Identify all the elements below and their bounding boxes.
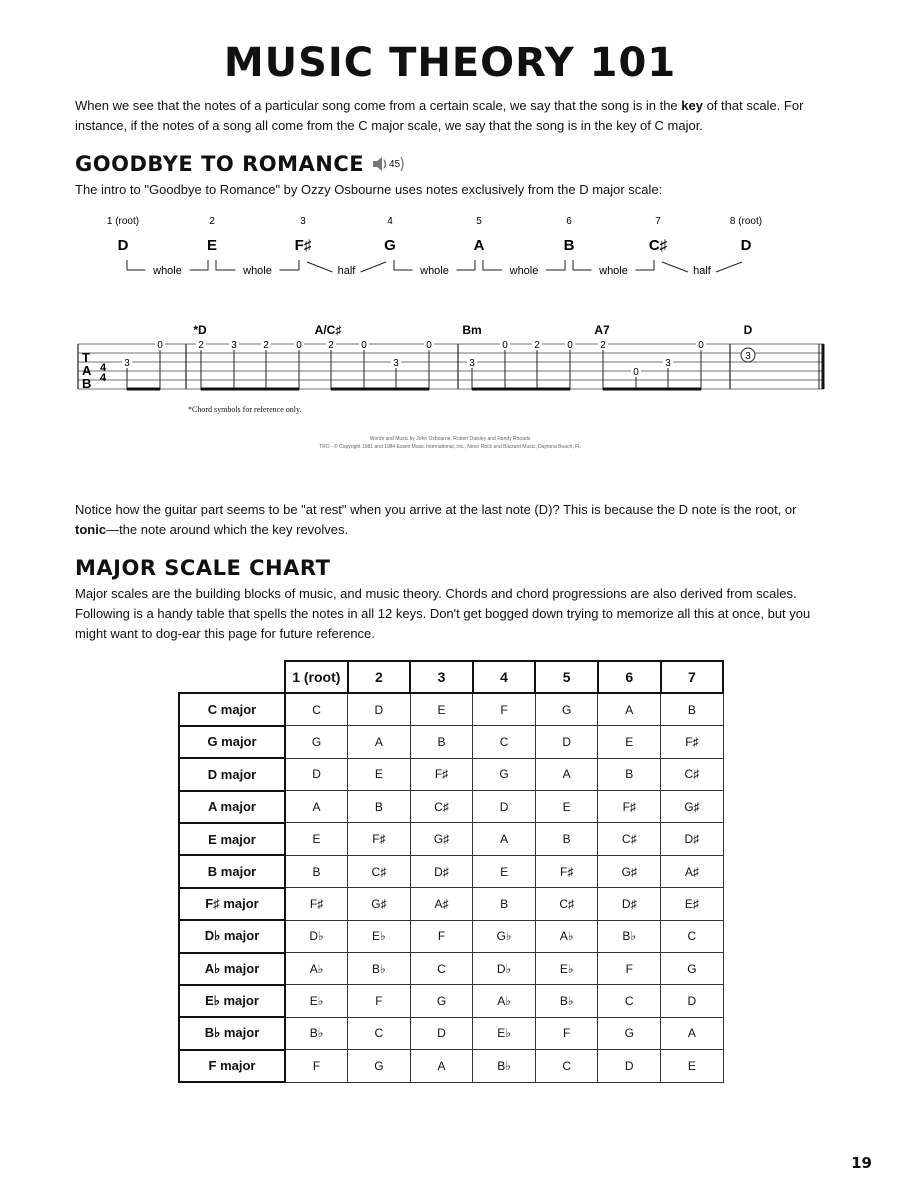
scale-note-cell: F♯ xyxy=(598,791,661,823)
scale-note-cell: E xyxy=(410,693,473,725)
scale-note-cell: G xyxy=(285,726,348,758)
column-header: 4 xyxy=(473,661,536,693)
scale-note-cell: E xyxy=(661,1050,724,1082)
time-signature: 4 xyxy=(100,362,107,374)
tonic-paragraph: Notice how the guitar part seems to be "at rest" when you arrive at the last note (D)? This is because the D note is the root, or tonic—the note around which the key revolves. xyxy=(75,502,797,537)
tab-note: 2 xyxy=(198,340,204,351)
step-label: whole xyxy=(420,265,449,277)
scale-note-cell: G♯ xyxy=(348,888,411,920)
tab-note: 3 xyxy=(124,358,130,369)
step-interval-half xyxy=(662,262,742,277)
table-row xyxy=(179,823,723,855)
scale-degree-label: 5 xyxy=(476,216,482,227)
scale-note-cell: F xyxy=(348,985,411,1017)
scale-note-cell: B xyxy=(410,726,473,758)
chord-symbol: *D xyxy=(193,323,207,337)
row-key-label: E♭ major xyxy=(179,985,285,1017)
scale-note-cell: B♭ xyxy=(535,985,598,1017)
scale-note-cell: C♯ xyxy=(598,823,661,855)
tab-note: 3 xyxy=(665,358,671,369)
row-key-label: A♭ major xyxy=(179,953,285,985)
row-key-label: G major xyxy=(179,726,285,758)
scale-note-cell: G xyxy=(473,758,536,790)
step-label: whole xyxy=(153,265,182,277)
table-row xyxy=(179,985,723,1017)
scale-note-cell: A xyxy=(661,1017,724,1049)
scale-note-cell: D xyxy=(473,791,536,823)
scale-note-cell: B xyxy=(473,888,536,920)
tab-note: 0 xyxy=(157,340,163,351)
scale-note-cell: G♯ xyxy=(598,855,661,887)
column-header: 7 xyxy=(661,661,724,693)
scale-note-cell: G xyxy=(598,1017,661,1049)
scale-note-cell: E♭ xyxy=(285,985,348,1017)
scale-note-cell: F xyxy=(410,920,473,952)
time-signature: 4 xyxy=(100,372,107,384)
scale-degree-label: 7 xyxy=(655,216,661,227)
scale-note-cell: C xyxy=(598,985,661,1017)
row-key-label: A major xyxy=(179,791,285,823)
step-interval-whole xyxy=(573,260,654,277)
tab-note: 2 xyxy=(328,340,334,351)
table-row xyxy=(179,693,723,725)
scale-note-cell: A xyxy=(410,1050,473,1082)
chord-symbol: A/C♯ xyxy=(314,323,342,337)
row-key-label: B major xyxy=(179,855,285,887)
table-row xyxy=(179,953,723,985)
tonic-term: tonic xyxy=(75,522,107,537)
scale-note-cell: F xyxy=(285,1050,348,1082)
scale-note-cell: A xyxy=(535,758,598,790)
scale-note: F♯ xyxy=(294,237,312,254)
column-header: 2 xyxy=(348,661,411,693)
scale-note-cell: F♯ xyxy=(535,855,598,887)
scale-note-cell: D♯ xyxy=(661,823,724,855)
scale-note-cell: D♯ xyxy=(598,888,661,920)
tab-note: 0 xyxy=(361,340,367,351)
scale-note-cell: C♯ xyxy=(348,855,411,887)
scale-note-cell: A xyxy=(598,693,661,725)
scale-degree-label: 8 (root) xyxy=(729,216,763,227)
scale-note-cell: F♯ xyxy=(661,726,724,758)
scale-note-cell: F xyxy=(473,693,536,725)
table-row xyxy=(179,920,723,952)
scale-note-cell: B xyxy=(661,693,724,725)
scale-degree-label: 2 xyxy=(209,216,215,227)
table-row xyxy=(179,855,723,887)
tab-note: 2 xyxy=(263,340,269,351)
scale-note-cell: B♭ xyxy=(285,1017,348,1049)
scale-note-cell: G♯ xyxy=(661,791,724,823)
song-intro-text: The intro to "Goodbye to Romance" by Ozzy Osbourne uses notes exclusively from the D major scale: xyxy=(75,182,663,197)
scale-note-cell: G xyxy=(348,1050,411,1082)
intro-paragraph: When we see that the notes of a particular song come from a certain scale, we say that the song is in the key of that scale. For instance, if the notes of a song all come from the C major scale, we say that the song is in the key of C major. xyxy=(75,98,804,133)
scale-note-cell: C xyxy=(348,1017,411,1049)
scale-note-cell: D♭ xyxy=(473,953,536,985)
tab-note: 0 xyxy=(567,340,573,351)
copyright-notice: TRO - © Copyright 1981 and 1984 Essex Music International, Inc., Neon Rock and Blizzard Music, Daytona Beach, FL xyxy=(319,444,581,450)
tab-clef-letter: A xyxy=(82,363,92,378)
scale-note-cell: A xyxy=(285,791,348,823)
scale-note-cell: C xyxy=(661,920,724,952)
scale-note: G xyxy=(384,237,396,254)
scale-note-cell: E xyxy=(598,726,661,758)
scale-note-cell: D xyxy=(535,726,598,758)
tab-note: 2 xyxy=(534,340,540,351)
table-row xyxy=(179,726,723,758)
column-header: 1 (root) xyxy=(285,661,348,693)
scale-note-cell: A♯ xyxy=(410,888,473,920)
scale-note-cell: G xyxy=(410,985,473,1017)
scale-note-cell: E xyxy=(285,823,348,855)
scale-note-cell: B♭ xyxy=(473,1050,536,1082)
scale-note-cell: C♯ xyxy=(410,791,473,823)
column-header: 5 xyxy=(535,661,598,693)
tab-note: 0 xyxy=(633,367,639,378)
scale-note-cell: F xyxy=(535,1017,598,1049)
scale-note-cell: F♯ xyxy=(285,888,348,920)
scale-note: A xyxy=(473,237,485,254)
scale-note-cell: E♭ xyxy=(348,920,411,952)
scale-note-cell: D xyxy=(661,985,724,1017)
scale-note-cell: C xyxy=(410,953,473,985)
scale-note-cell: D xyxy=(348,693,411,725)
step-interval-whole xyxy=(483,260,565,277)
row-key-label: F major xyxy=(179,1050,285,1082)
step-interval-whole xyxy=(394,260,475,277)
scale-note-cell: A♯ xyxy=(661,855,724,887)
table-row xyxy=(179,791,723,823)
scale-note: E xyxy=(206,237,218,254)
scale-chart-intro: Major scales are the building blocks of music, and music theory. Chords and chord progressions are also derived from scales. Following is a handy table that spells the notes in all 12 keys. Don't get bogged down trying to memorize all this at once, but you might want to dog-ear this page for future reference. xyxy=(75,586,811,641)
table-row xyxy=(179,1050,723,1082)
step-interval-whole xyxy=(127,260,208,277)
scale-note: C♯ xyxy=(648,237,668,254)
scale-note-cell: E♯ xyxy=(661,888,724,920)
speaker-icon xyxy=(372,155,388,173)
scale-degree-label: 4 xyxy=(387,216,393,227)
scale-note-cell: G xyxy=(661,953,724,985)
step-interval-half xyxy=(307,262,386,277)
row-key-label: D major xyxy=(179,758,285,790)
scale-degree-label: 3 xyxy=(300,216,306,227)
track-bracket-icon xyxy=(400,155,406,173)
scale-note-cell: A xyxy=(473,823,536,855)
section-heading-goodbye-to-romance: GOODBYE TO ROMANCE xyxy=(75,152,365,176)
scale-note-cell: E xyxy=(535,791,598,823)
column-header: 6 xyxy=(598,661,661,693)
scale-note-cell: G♯ xyxy=(410,823,473,855)
row-key-label: B♭ major xyxy=(179,1017,285,1049)
scale-note-cell: E xyxy=(473,855,536,887)
scale-note-cell: G xyxy=(535,693,598,725)
scale-note-cell: B xyxy=(348,791,411,823)
tab-note: 0 xyxy=(502,340,508,351)
chord-symbol: A7 xyxy=(594,323,610,337)
scale-note-cell: F♯ xyxy=(348,823,411,855)
section-heading-major-scale-chart: MAJOR SCALE CHART xyxy=(75,556,331,580)
page-title: MUSIC THEORY 101 xyxy=(223,40,677,86)
scale-note-cell: F♯ xyxy=(410,758,473,790)
row-key-label: C major xyxy=(179,693,285,725)
scale-note-cell: B xyxy=(285,855,348,887)
step-label: half xyxy=(337,265,356,277)
song-credit: Words and Music by John Osbourne, Robert Daisley and Randy Rhoads xyxy=(369,436,531,442)
track-number: 45 xyxy=(389,158,401,170)
key-term: key xyxy=(681,98,703,113)
guitar-tablature xyxy=(74,318,826,400)
scale-note-cell: D♭ xyxy=(285,920,348,952)
scale-note: D xyxy=(740,237,752,254)
scale-note-cell: A♭ xyxy=(285,953,348,985)
scale-note-cell: D xyxy=(410,1017,473,1049)
scale-note-cell: C xyxy=(473,726,536,758)
step-interval-whole xyxy=(216,260,299,277)
row-key-label: D♭ major xyxy=(179,920,285,952)
scale-note-cell: F xyxy=(598,953,661,985)
scale-note-cell: C xyxy=(285,693,348,725)
scale-note-cell: A♭ xyxy=(535,920,598,952)
scale-note-cell: B♭ xyxy=(348,953,411,985)
tab-note: 0 xyxy=(698,340,704,351)
tab-note: 3 xyxy=(745,351,751,362)
scale-note-cell: B xyxy=(535,823,598,855)
scale-note-cell: A♭ xyxy=(473,985,536,1017)
scale-note-cell: C♯ xyxy=(535,888,598,920)
step-label: half xyxy=(693,265,711,277)
scale-degree-label: 1 (root) xyxy=(106,216,140,227)
scale-note-cell: E♭ xyxy=(535,953,598,985)
d-major-scale-diagram xyxy=(100,208,800,288)
column-header: 3 xyxy=(410,661,473,693)
table-row xyxy=(179,758,723,790)
tab-note: 2 xyxy=(600,340,606,351)
audio-track[interactable] xyxy=(372,155,406,173)
table-row xyxy=(179,1017,723,1049)
major-scale-table xyxy=(178,660,724,1083)
scale-note-cell: D xyxy=(285,758,348,790)
chord-symbol: Bm xyxy=(462,323,482,337)
chord-symbol: D xyxy=(743,323,753,337)
row-key-label: F♯ major xyxy=(179,888,285,920)
tab-note: 3 xyxy=(393,358,399,369)
scale-note-cell: B xyxy=(598,758,661,790)
tab-note: 3 xyxy=(469,358,475,369)
page-number: 19 xyxy=(851,1154,872,1172)
scale-note-cell: E♭ xyxy=(473,1017,536,1049)
scale-note-cell: G♭ xyxy=(473,920,536,952)
step-label: whole xyxy=(243,265,272,277)
chord-footnote: *Chord symbols for reference only. xyxy=(188,405,302,414)
row-key-label: E major xyxy=(179,823,285,855)
scale-note-cell: E xyxy=(348,758,411,790)
table-row xyxy=(179,888,723,920)
scale-note: D xyxy=(117,237,129,254)
step-label: whole xyxy=(599,265,628,277)
table-corner xyxy=(179,661,285,693)
step-label: whole xyxy=(509,265,539,277)
tab-note: 3 xyxy=(231,340,237,351)
scale-note-cell: C♯ xyxy=(661,758,724,790)
scale-note-cell: B♭ xyxy=(598,920,661,952)
tab-clef-letter: B xyxy=(82,376,92,391)
scale-note-cell: A xyxy=(348,726,411,758)
scale-note: B xyxy=(563,237,575,254)
scale-degree-label: 6 xyxy=(566,216,572,227)
scale-note-cell: D♯ xyxy=(410,855,473,887)
scale-note-cell: C xyxy=(535,1050,598,1082)
tab-note: 0 xyxy=(296,340,302,351)
scale-note-cell: D xyxy=(598,1050,661,1082)
tab-note: 0 xyxy=(426,340,432,351)
tab-clef-letter: T xyxy=(82,350,90,365)
